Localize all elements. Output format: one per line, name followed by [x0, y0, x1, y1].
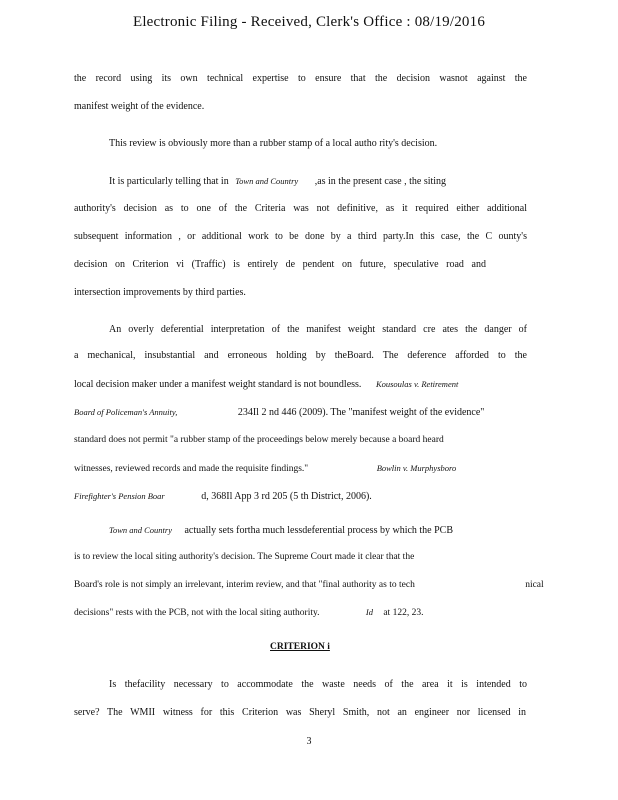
case-citation: Kousoulas v. Retirement [375, 379, 459, 389]
body-text: decisions" rests with the PCB, not with the local siting authority. [74, 608, 320, 618]
body-text: It is particularly telling that in [109, 176, 229, 187]
body-line [74, 378, 458, 391]
body-line: manifest weight of the evidence. [74, 101, 205, 112]
body-line: decision on Criterion vi (Traffic) is entirely de pendent on future, speculative road and [74, 259, 486, 270]
case-citation: Firefighter's Pension Boar [74, 491, 165, 501]
body-line: Is thefacility necessary to accommodate the waste needs of the area it is intended to [109, 679, 527, 690]
case-citation: Town and Country [109, 525, 172, 535]
section-heading: CRITERION i [270, 642, 330, 652]
page-number: 3 [306, 736, 312, 747]
body-line: intersection improvements by third parties. [74, 287, 246, 298]
body-line: standard does not permit "a rubber stamp of the proceedings below merely because a board heard [74, 435, 444, 445]
body-text: d, 368Il App 3 rd 205 (5 th District, 2006). [201, 491, 372, 502]
body-line [109, 175, 446, 188]
body-text: Board's role is not simply an irrelevant, interim review, and that "final authority as to tech [74, 580, 415, 590]
body-text: witnesses, reviewed records and made the requisite findings." [74, 464, 309, 474]
body-line: serve? The WMII witness for this Criterion was Sheryl Smith, not an engineer nor licensed in [74, 707, 526, 718]
body-line: authority's decision as to one of the Criteria was not definitive, as it required either additional [74, 203, 527, 214]
body-text: nical [525, 580, 544, 590]
case-citation: Id [365, 607, 373, 617]
filing-stamp-header: Electronic Filing - Received, Clerk's Office : 08/19/2016 [132, 14, 486, 30]
body-line [74, 406, 484, 419]
body-line: the record using its own technical expertise to ensure that the decision wasnot against the [74, 73, 527, 84]
body-line: This review is obviously more than a rubber stamp of a local autho rity's decision. [109, 138, 438, 149]
body-text: actually sets fortha much lessdeferential process by which the PCB [184, 525, 454, 536]
body-line [74, 606, 423, 619]
body-text: local decision maker under a manifest weight standard is not boundless. [74, 379, 362, 390]
body-text: 234Il 2 nd 446 (2009). The "manifest weight of the evidence" [237, 407, 485, 418]
body-line [74, 579, 544, 591]
body-line [74, 490, 372, 503]
body-line: subsequent information , or additional work to be done by a third party.In this case, the C ounty's [74, 231, 527, 242]
body-line [109, 524, 453, 537]
body-line: a mechanical, insubstantial and erroneous holding by theBoard. The deference afforded to the [74, 350, 527, 361]
case-citation: Board of Policeman's Annuity, [74, 407, 178, 417]
body-text: at 122, 23. [383, 608, 424, 618]
case-citation: Bowlin v. Murphysboro [376, 463, 457, 473]
case-citation: Town and Country [235, 176, 299, 186]
body-line [74, 462, 456, 475]
body-line: is to review the local siting authority's decision. The Supreme Court made it clear that the [74, 552, 415, 562]
body-line: An overly deferential interpretation of the manifest weight standard cre ates the danger of [109, 324, 527, 335]
body-text: ,as in the present case , the siting [314, 176, 447, 187]
